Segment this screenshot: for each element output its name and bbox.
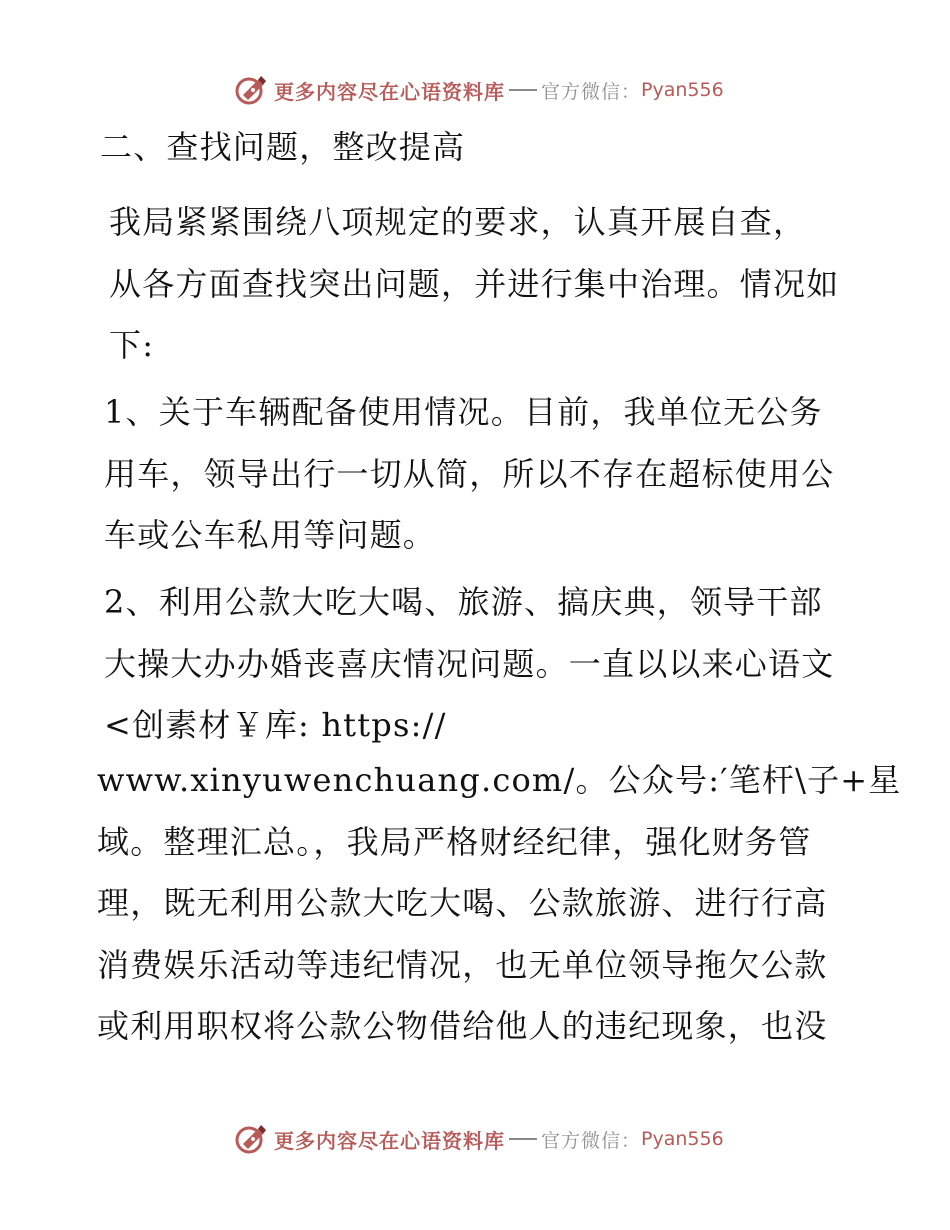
banner-divider [509,89,537,91]
text-line: 下: [109,326,155,364]
paragraph-financial-discipline [97,750,902,1058]
text-line: 理，既无利用公款大吃大喝、公款旅游、进行行高 [97,884,828,922]
banner-divider [509,1138,537,1140]
section-heading: 二、查找问题，整改提高 [100,128,466,166]
text-line: 我局紧紧围绕八项规定的要求，认真开展自查， [109,203,807,241]
footer-watermark-banner [234,1121,724,1157]
text-line: 大操大办办婚丧喜庆情况问题。一直以以来心语文 [104,644,835,683]
text-line: 2、利用公款大吃大喝、旅游、搞庆典，领导干部 [104,583,823,621]
pen-nib-logo-icon [234,73,268,107]
text-line: 消费娱乐活动等违纪情况，也无单位领导拖欠公款 [97,945,828,984]
header-watermark-banner [234,72,724,108]
banner-title: 更多内容尽在心语资料库 [274,1128,505,1153]
text-line: 域。整理汇总。，我局严格财经纪律，强化财务管 [97,822,812,861]
text-line: 1、关于车辆配备使用情况。目前，我单位无公务 [104,393,823,431]
banner-wechat-id: Pyan556 [641,79,724,101]
banner-wechat-label: 官方微信： [541,1129,642,1152]
banner-title: 更多内容尽在心语资料库 [274,79,505,104]
text-line: <创素材￥库: https:// [104,706,447,744]
text-line: 从各方面查找突出问题，并进行集中治理。情况如 [109,264,840,303]
text-line: 用车，领导出行一切从简，所以不存在超标使用公 [104,454,835,493]
pen-nib-logo-icon [234,1122,268,1156]
text-line: www.xinyuwenchuang.com/。公众号:′笔杆\子+星 [97,761,902,799]
text-line: 或利用职权将公款公物借给他人的违纪现象，也没 [97,1007,828,1045]
paragraph-vehicles [97,382,867,567]
banner-wechat-label: 官方微信： [541,80,642,103]
paragraph-public-funds [97,572,867,757]
text-line: 车或公车私用等问题。 [104,516,437,554]
banner-wechat-id: Pyan556 [641,1128,724,1150]
paragraph-intro [97,192,867,377]
